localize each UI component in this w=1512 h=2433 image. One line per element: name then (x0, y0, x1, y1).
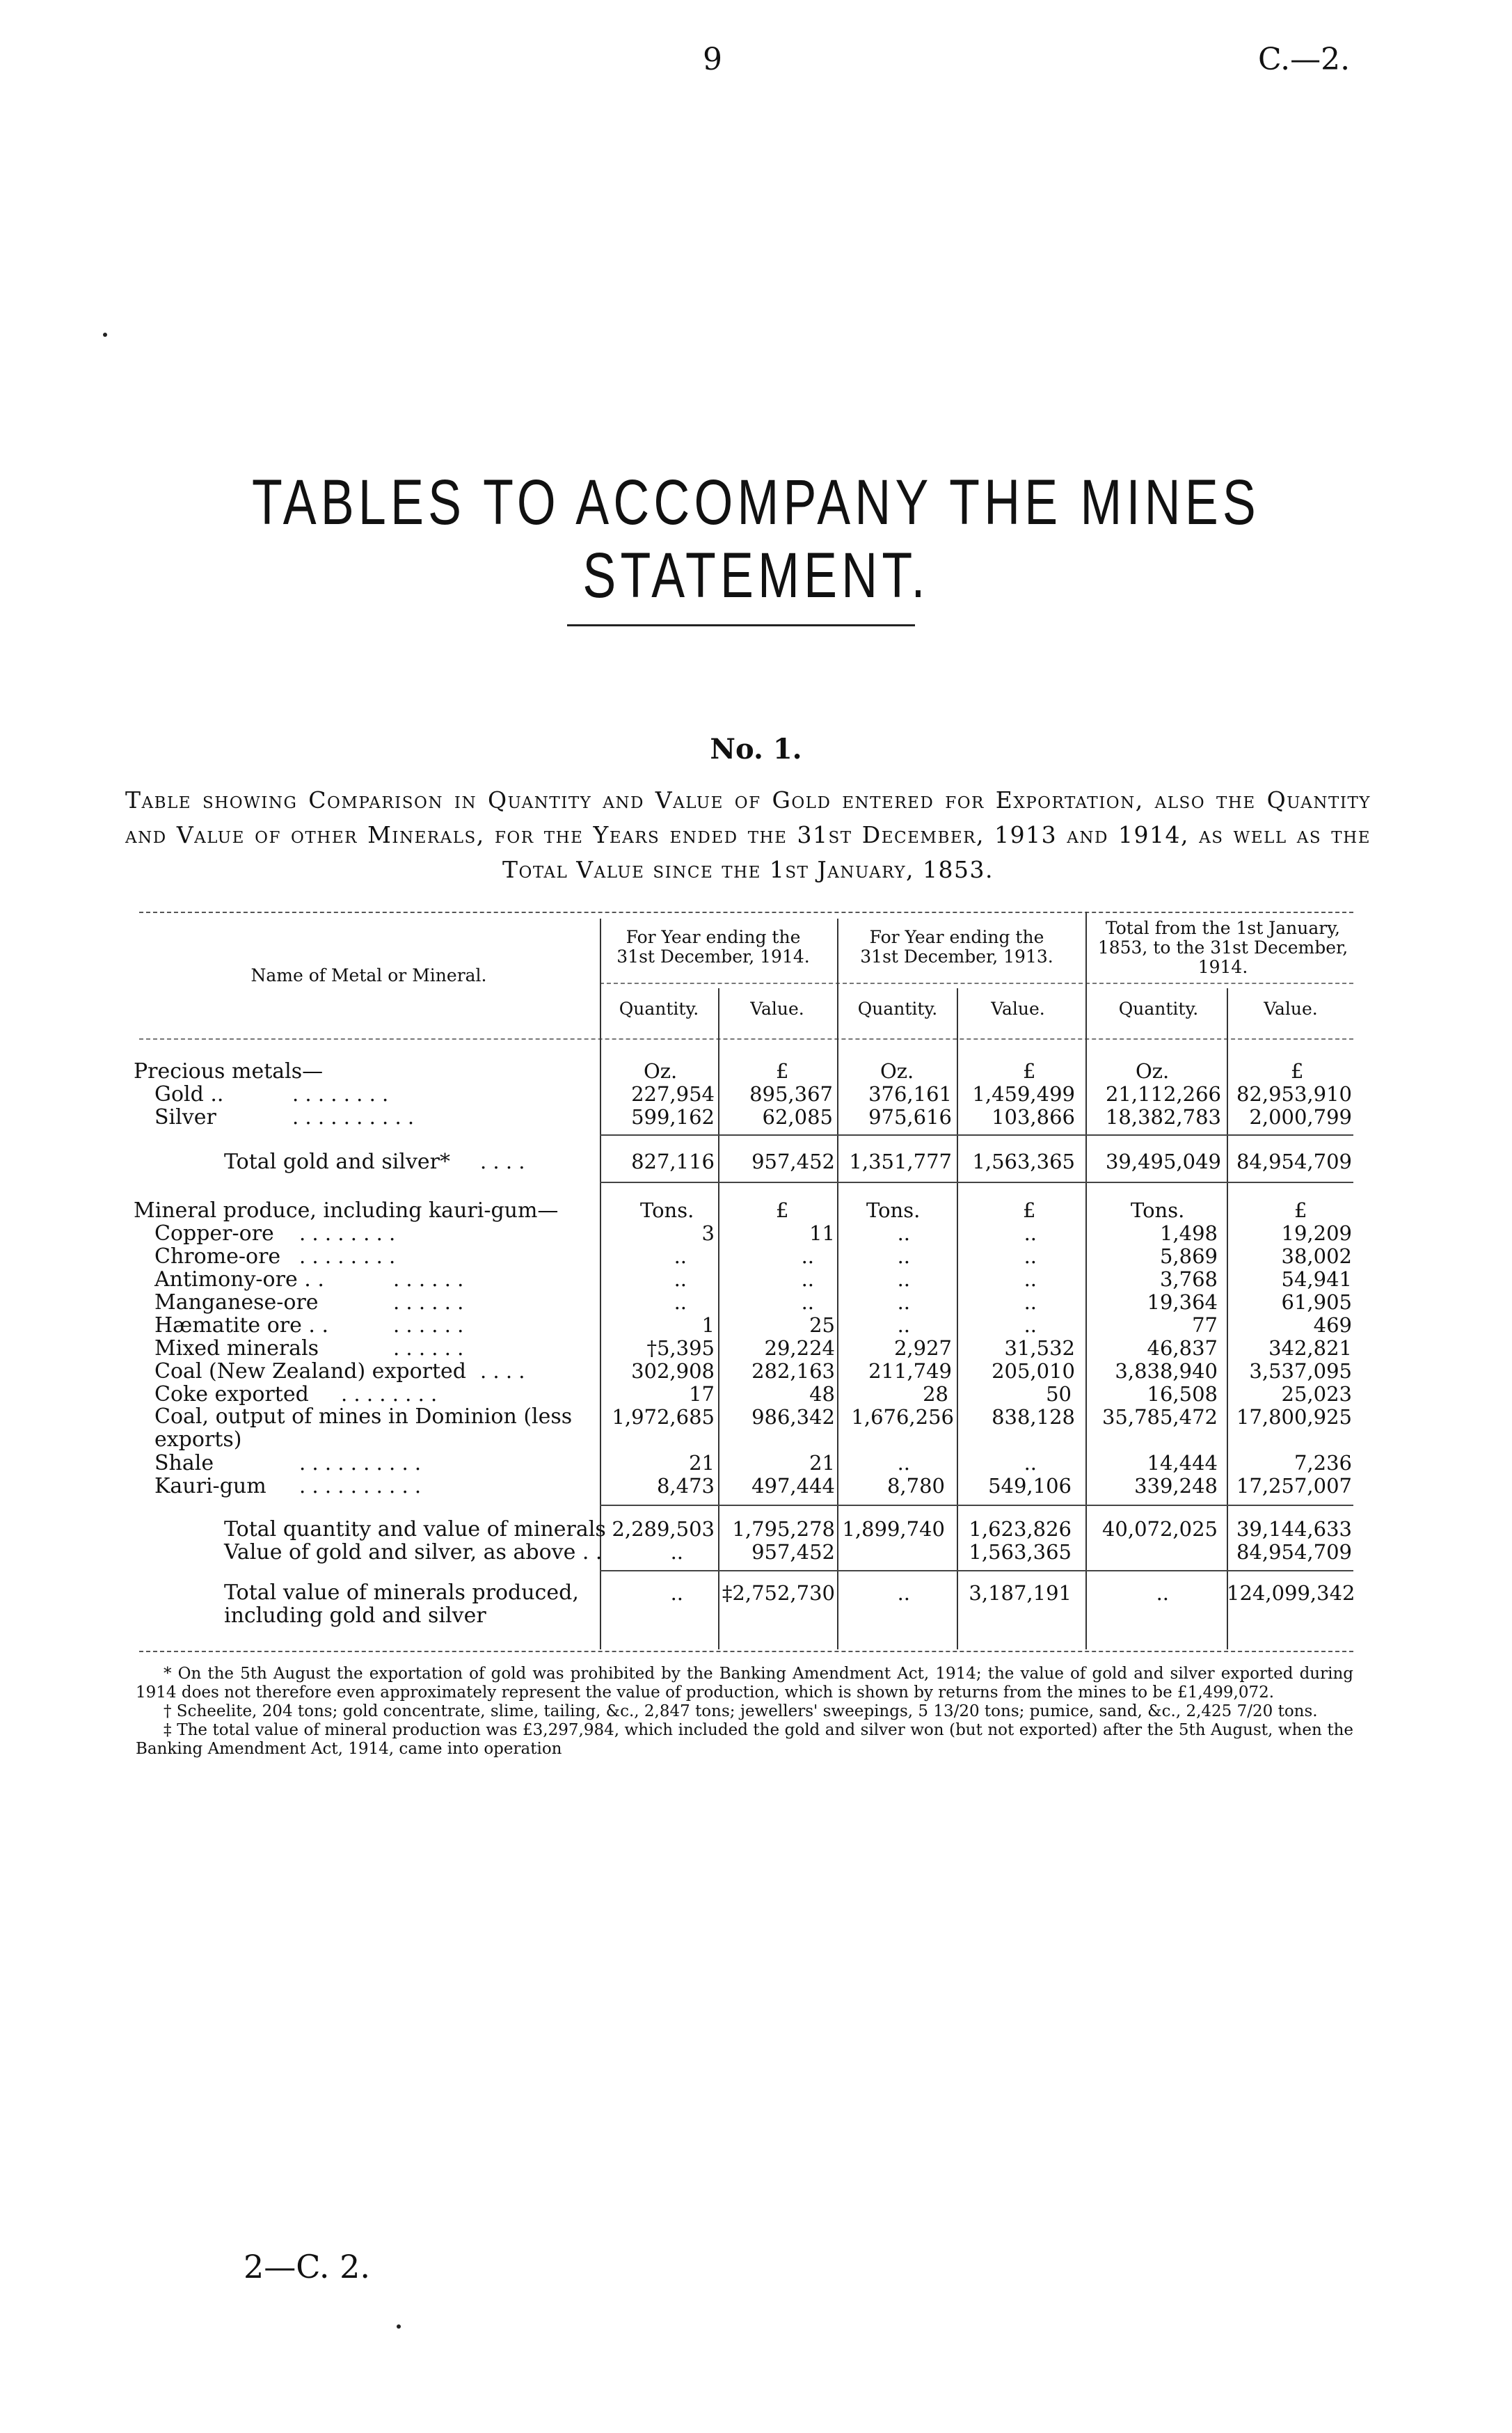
cell-quantity-total: 77 (1192, 1313, 1218, 1337)
main-title: TABLES TO ACCOMPANY THE MINES STATEMENT. (251, 467, 1261, 611)
subtotal-rule (600, 1570, 1353, 1571)
cell-quantity-1914: †5,395 (646, 1336, 715, 1360)
cell-value-1913: .. (1024, 1221, 1037, 1245)
leader-dots: . . . . . . . . . . (292, 1105, 415, 1129)
footnotes (136, 1665, 1353, 1759)
cell-quantity-1914: 302,908 (631, 1359, 715, 1383)
table-bottom-rule (139, 1651, 1353, 1652)
print-speck (397, 2324, 401, 2329)
leader-dots: . . . . . . (393, 1290, 464, 1314)
leader-dots: . . . . (480, 1359, 525, 1383)
unit-quantity: Tons. (866, 1198, 921, 1222)
cell-quantity-1914: 8,473 (656, 1474, 715, 1498)
row-label: Coke exported (154, 1382, 309, 1406)
cell-value-total: 84,954,709 (1236, 1540, 1352, 1564)
cell-quantity-total: 3,768 (1159, 1267, 1218, 1291)
cell-quantity-total: 3,838,940 (1115, 1359, 1218, 1383)
cell-value-1913: .. (1024, 1290, 1037, 1314)
cell-quantity-1914: 227,954 (631, 1082, 715, 1106)
header-bottom-rule (139, 1038, 1353, 1040)
header-1913: For Year ending the 31st December, 1913. (860, 927, 1053, 967)
cell-quantity-1913: 975,616 (868, 1105, 952, 1129)
row-label: Coal (New Zealand) exported (154, 1359, 466, 1384)
header-value-1914: Value. (750, 999, 804, 1019)
unit-value: £ (776, 1198, 789, 1222)
row-label: Coal, output of mines in Dominion (less exports) (154, 1404, 573, 1452)
cell-value-1914: 986,342 (751, 1405, 835, 1429)
cell-quantity-total: 40,072,025 (1101, 1517, 1218, 1541)
cell-quantity-1913: 1,351,777 (849, 1150, 952, 1173)
cell-quantity-total: 1,498 (1159, 1221, 1218, 1245)
cell-value-total: 38,002 (1281, 1244, 1352, 1268)
cell-quantity-total: 46,837 (1147, 1336, 1218, 1360)
cell-value-1914: 25 (809, 1313, 835, 1337)
subtotal-rule (600, 1505, 1353, 1506)
header-quantity-1914: Quantity. (619, 999, 699, 1019)
cell-value-1914: ‡2,752,730 (722, 1581, 835, 1605)
unit-quantity: Oz. (644, 1059, 678, 1083)
unit-value: £ (1291, 1059, 1304, 1083)
cell-quantity-1913: .. (897, 1313, 910, 1337)
unit-value: £ (776, 1059, 789, 1083)
table-top-rule (139, 912, 1353, 913)
cell-value-1914: 1,795,278 (732, 1517, 835, 1541)
row-label: Total gold and silver* (224, 1150, 450, 1174)
cell-value-1913: 50 (1046, 1382, 1072, 1406)
unit-quantity: Tons. (640, 1198, 694, 1222)
footnote-asterisk: * On the 5th August the exportation of gold was prohibited by the Banking Amendment Act, 1914; the value of gold and silver exported during 1914 does not therefore even approximately represent the value of production, which is shown by returns from the mines to be £1,499,072. (136, 1665, 1353, 1702)
leader-dots: . . . . . . . . . . (299, 1474, 422, 1498)
cell-quantity-1913: 1,676,256 (851, 1405, 954, 1429)
footnote-double-dagger: ‡ The total value of mineral production was £3,297,984, which included the gold and silver won (but not exported) after the 5th August, when the Banking Amendment Act, 1914, came into operation (136, 1721, 1353, 1758)
cell-quantity-total: 18,382,783 (1105, 1105, 1221, 1129)
unit-value: £ (1294, 1198, 1307, 1222)
leader-dots: . . . . . . (393, 1267, 464, 1291)
row-label: Antimony-ore . . (154, 1267, 324, 1292)
header-value-1913: Value. (991, 999, 1045, 1019)
cell-quantity-total: 39,495,049 (1105, 1150, 1221, 1173)
leader-dots: . . . . . . (393, 1336, 464, 1360)
row-label: Chrome-ore (154, 1244, 281, 1269)
cell-value-total: 19,209 (1281, 1221, 1352, 1245)
cell-quantity-1913: 28 (923, 1382, 948, 1406)
cell-value-1914: 62,085 (762, 1105, 833, 1129)
cell-value-total: 17,800,925 (1236, 1405, 1352, 1429)
header-mid-rule (600, 983, 1353, 984)
cell-quantity-1913: .. (897, 1221, 910, 1245)
cell-quantity-1914: .. (670, 1581, 683, 1605)
cell-value-1914: 957,452 (751, 1150, 835, 1173)
cell-value-1914: 282,163 (751, 1359, 835, 1383)
cell-quantity-1913: 1,899,740 (842, 1517, 945, 1541)
unit-quantity: Oz. (880, 1059, 914, 1083)
cell-value-1914: .. (801, 1267, 814, 1291)
cell-value-total: 7,236 (1294, 1451, 1352, 1475)
cell-value-1914: .. (801, 1244, 814, 1268)
row-label: Manganese-ore (154, 1290, 319, 1315)
row-label: Mixed minerals (154, 1336, 319, 1361)
subtotal-rule (600, 1134, 1353, 1136)
cell-value-1914: 497,444 (751, 1474, 835, 1498)
cell-quantity-total: 339,248 (1134, 1474, 1218, 1498)
cell-value-1913: .. (1024, 1244, 1037, 1268)
row-label: Silver (154, 1105, 216, 1130)
cell-value-total: 3,537,095 (1249, 1359, 1352, 1383)
cell-quantity-1914: 1,972,685 (612, 1405, 715, 1429)
cell-quantity-1913: .. (897, 1290, 910, 1314)
cell-quantity-1913: 8,780 (886, 1474, 945, 1498)
cell-quantity-total: 16,508 (1147, 1382, 1218, 1406)
cell-quantity-total: .. (1156, 1581, 1169, 1605)
leader-dots: . . . . (480, 1150, 525, 1173)
cell-value-1913: .. (1024, 1451, 1037, 1475)
cell-value-total: 61,905 (1281, 1290, 1352, 1314)
cell-value-total: 124,099,342 (1227, 1581, 1355, 1605)
cell-value-1913: 838,128 (992, 1405, 1075, 1429)
cell-value-total: 17,257,007 (1236, 1474, 1352, 1498)
cell-quantity-1914: 2,289,503 (612, 1517, 715, 1541)
page-number: 9 (703, 42, 722, 77)
row-label: Total quantity and value of minerals (224, 1517, 606, 1542)
cell-value-1913: 1,563,365 (972, 1150, 1075, 1173)
footnote-dagger: † Scheelite, 204 tons; gold concentrate, slime, tailing, &c., 2,847 tons; jewellers' sweepings, 5 13/20 tons; pumice, sand, &c., 2,425 7/20 tons. (164, 1702, 1318, 1720)
cell-quantity-1914: 21 (689, 1451, 715, 1475)
cell-value-1913: 103,866 (992, 1105, 1075, 1129)
table-number: No. 1. (710, 733, 802, 766)
cell-quantity-1914: 827,116 (631, 1150, 715, 1173)
cell-quantity-1914: .. (670, 1540, 683, 1564)
cell-quantity-1913: .. (897, 1581, 910, 1605)
header-quantity-total: Quantity. (1118, 999, 1199, 1019)
cell-value-1913: 31,532 (1004, 1336, 1075, 1360)
cell-value-total: 82,953,910 (1236, 1082, 1352, 1106)
cell-quantity-1914: 17 (689, 1382, 715, 1406)
cell-value-1913: .. (1024, 1267, 1037, 1291)
cell-quantity-1914: .. (674, 1244, 687, 1268)
row-label: Value of gold and silver, as above . . (224, 1540, 603, 1564)
page-footer: 2—C. 2. (244, 2248, 370, 2285)
cell-quantity-1913: .. (897, 1244, 910, 1268)
document-reference: C.—2. (1258, 42, 1351, 77)
cell-quantity-1913: .. (897, 1451, 910, 1475)
header-total: Total from the 1st January, 1853, to the 31st December, 1914. (1097, 918, 1348, 977)
leader-dots: . . . . . . . . . . (299, 1451, 422, 1475)
leader-dots: . . . . . . . . (292, 1082, 389, 1106)
cell-value-1913: 549,106 (988, 1474, 1072, 1498)
cell-quantity-total: 19,364 (1147, 1290, 1218, 1314)
row-label: Copper-ore (154, 1221, 274, 1246)
unit-quantity: Oz. (1136, 1059, 1170, 1083)
leader-dots: . . . . . . . . (299, 1244, 396, 1268)
cell-value-1914: 11 (809, 1221, 835, 1245)
cell-value-total: 84,954,709 (1236, 1150, 1352, 1173)
cell-value-1914: 48 (809, 1382, 835, 1406)
cell-quantity-total: 35,785,472 (1101, 1405, 1218, 1429)
subtotal-rule (600, 1182, 1353, 1183)
cell-quantity-total: 21,112,266 (1105, 1082, 1221, 1106)
cell-value-1913: 1,459,499 (972, 1082, 1075, 1106)
cell-value-total: 342,821 (1268, 1336, 1352, 1360)
cell-value-total: 39,144,633 (1236, 1517, 1352, 1541)
row-label: Hæmatite ore . . (154, 1313, 328, 1338)
cell-value-1913: 1,563,365 (969, 1540, 1072, 1564)
cell-quantity-1913: 211,749 (868, 1359, 952, 1383)
section-heading-minerals: Mineral produce, including kauri-gum— (134, 1198, 559, 1223)
cell-quantity-1913: 2,927 (893, 1336, 952, 1360)
cell-value-1914: 895,367 (749, 1082, 833, 1106)
cell-value-total: 2,000,799 (1249, 1105, 1352, 1129)
table-caption: Table showing Comparison in Quantity and Value of Gold entered for Exportation, also the Quantity and Value of other Minerals, for the Years ended the 31st December, 1913 and 1914, as well as the Total Value since the 1st January, 1853. (125, 786, 1371, 883)
cell-quantity-total: 14,444 (1147, 1451, 1218, 1475)
cell-quantity-1914: 3 (701, 1221, 715, 1245)
header-1914: For Year ending the 31st December, 1914. (616, 927, 810, 967)
section-heading-precious: Precious metals— (134, 1059, 324, 1084)
header-quantity-1913: Quantity. (857, 999, 938, 1019)
header-value-total: Value. (1264, 999, 1318, 1019)
cell-quantity-1913: 376,161 (868, 1082, 952, 1106)
cell-value-1914: 29,224 (764, 1336, 835, 1360)
header-name: Name of Metal or Mineral. (250, 965, 487, 985)
unit-quantity: Tons. (1131, 1198, 1185, 1222)
cell-quantity-1913: .. (897, 1267, 910, 1291)
cell-value-1913: 3,187,191 (969, 1581, 1072, 1605)
cell-value-1913: 205,010 (992, 1359, 1075, 1383)
leader-dots: . . . . . . (393, 1313, 464, 1337)
cell-quantity-1914: 1 (701, 1313, 715, 1337)
row-label: Kauri-gum (154, 1474, 266, 1498)
row-label: Shale (154, 1451, 214, 1475)
cell-value-1913: 1,623,826 (969, 1517, 1072, 1541)
cell-value-1914: 957,452 (751, 1540, 835, 1564)
cell-quantity-1914: .. (674, 1290, 687, 1314)
leader-dots: . . . . . . . . (341, 1382, 438, 1406)
row-label: Gold .. (154, 1082, 224, 1107)
leader-dots: . . . . . . . . (299, 1221, 396, 1245)
cell-quantity-total: 5,869 (1159, 1244, 1218, 1268)
unit-value: £ (1023, 1059, 1036, 1083)
cell-value-1914: .. (801, 1290, 814, 1314)
cell-value-1913: .. (1024, 1313, 1037, 1337)
cell-value-total: 25,023 (1281, 1382, 1352, 1406)
cell-value-total: 54,941 (1281, 1267, 1352, 1291)
cell-quantity-1914: .. (674, 1267, 687, 1291)
cell-quantity-1914: 599,162 (631, 1105, 715, 1129)
cell-value-total: 469 (1313, 1313, 1352, 1337)
cell-value-1914: 21 (809, 1451, 835, 1475)
row-label: Total value of minerals produced, including gold and silver (224, 1580, 579, 1628)
unit-value: £ (1023, 1198, 1036, 1222)
